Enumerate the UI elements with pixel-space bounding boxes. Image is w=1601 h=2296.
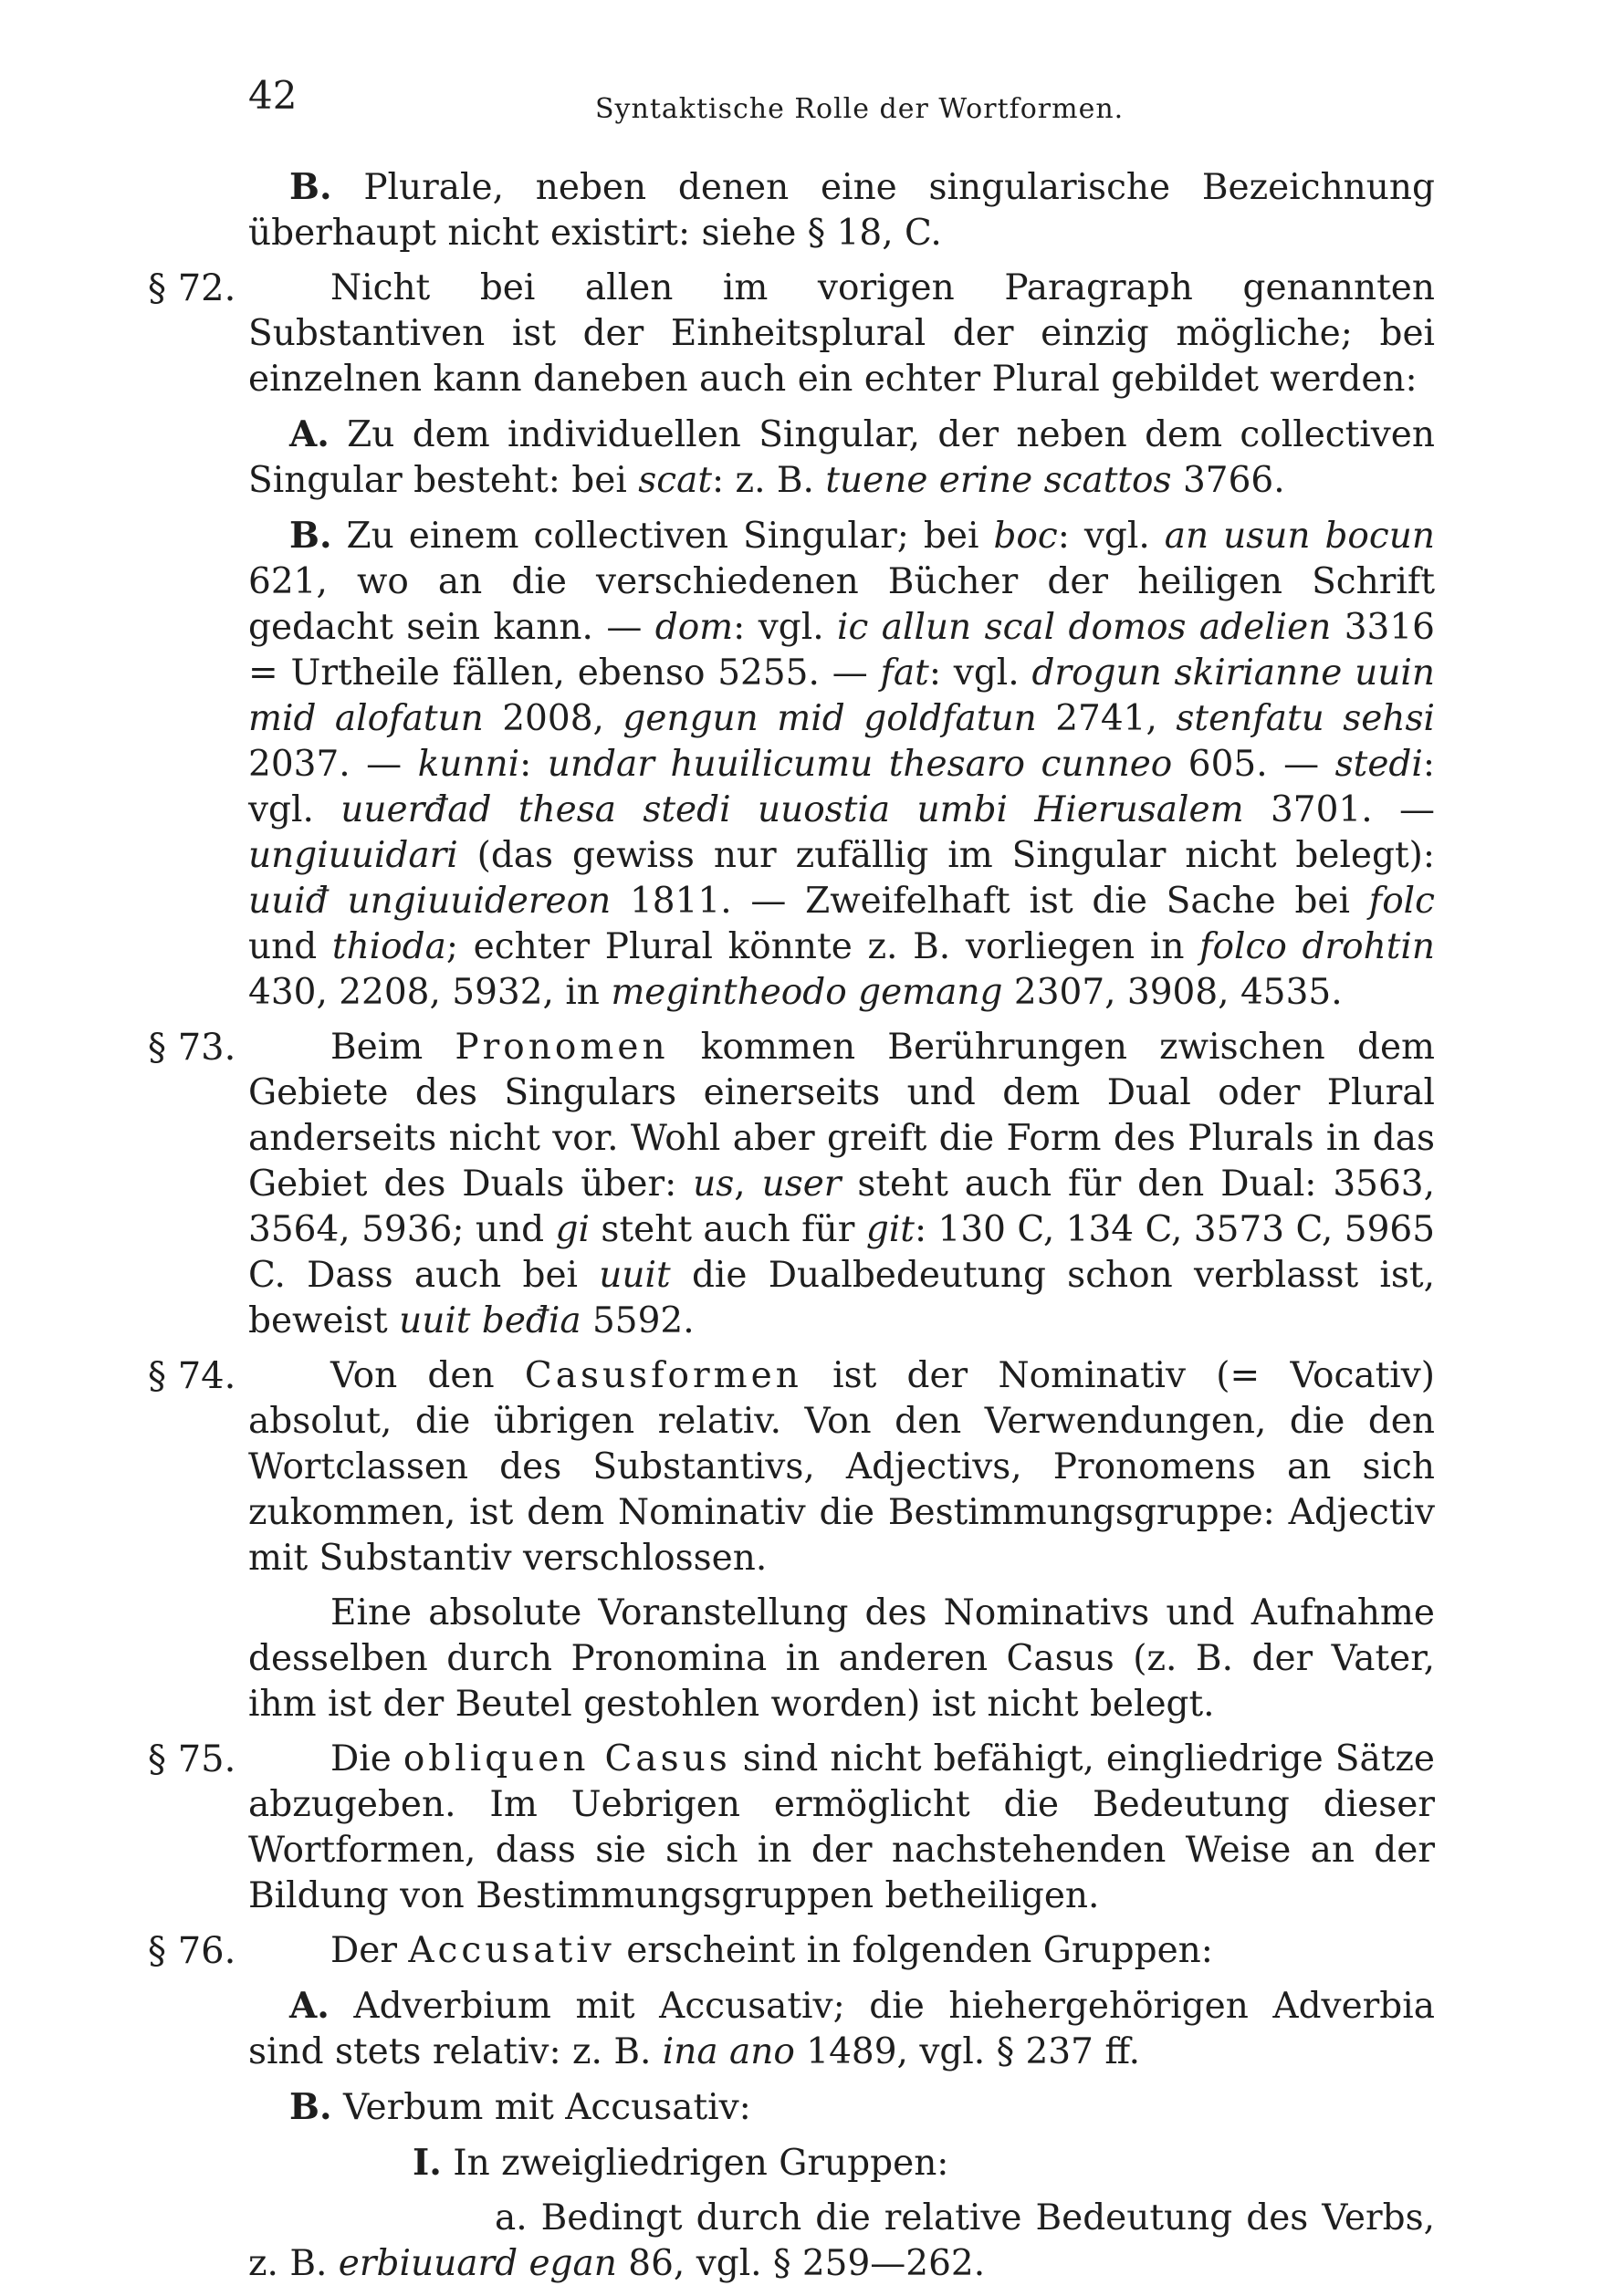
- paragraph-text: A. Zu dem individuellen Singular, der neben dem collectiven Singular besteht: bei scat: z. B. tuene erine scattos 3766.: [248, 413, 1435, 501]
- paragraph-block: [248, 513, 1435, 1016]
- paragraph-text: a. Bedingt durch die relative Bedeutung des Verbs, z. B. erbiuuard egan 86, vgl. § 259—262.: [248, 2197, 1435, 2284]
- section-number: § 76.: [148, 1930, 236, 1972]
- paragraph-text: Nicht bei allen im vorigen Paragraph genannten Substantiven ist der Einheitsplural der einzig mögliche; bei einzelnen kann daneben auch ein echter Plural gebildet werden:: [248, 267, 1435, 400]
- page-header: [248, 73, 1435, 137]
- paragraph-block: [148, 1353, 1436, 1581]
- paragraph-block: [148, 1025, 1436, 1344]
- paragraph-block: [248, 2084, 1435, 2131]
- section-number: § 75.: [148, 1738, 236, 1780]
- paragraph-block: [248, 2196, 1435, 2287]
- paragraph-text: B. Zu einem collectiven Singular; bei boc: vgl. an usun bocun 621, wo an die verschiedenen Bücher der heiligen Schrift gedacht sein kann. — dom: vgl. ic allun scal domos adelien 3316 = Urtheile fällen, ebenso 5255. — fat: vgl. drogun skirianne uuin mid alofatun 2008, gengun mid goldfatun 2741, stenfatu sehsi 2037. — kunni: undar huuilicumu thesaro cunneo 605. — stedi: vgl. uuerđad thesa stedi uuostia umbi Hierusalem 3701. — ungiuuidari (das gewiss nur zufällig im Singular nicht belegt): uuiđ ungiuuidereon 1811. — Zweifelhaft ist die Sache bei folc und thioda; echter Plural könnte z. B. vorliegen in folco drohtin 430, 2208, 5932, in megintheodo gemang 2307, 3908, 4535.: [248, 515, 1435, 1013]
- paragraph-text: A. Adverbium mit Accusativ; die hiehergehörigen Adverbia sind stets relativ: z. B. ina ano 1489, vgl. § 237 ff.: [248, 1985, 1435, 2072]
- paragraph-text: B. Plurale, neben denen eine singularische Bezeichnung überhaupt nicht existirt: siehe § 18, C.: [248, 166, 1435, 254]
- section-number: § 74.: [148, 1355, 236, 1397]
- paragraph-block: [248, 412, 1435, 504]
- paragraph-text: Die obliquen Casus sind nicht befähigt, eingliedrige Sätze abzugeben. Im Uebrigen ermöglicht die Bedeutung dieser Wortformen, dass sie sich in der nachstehenden Weise an der Bildung von Bestimmungsgruppen betheiligen.: [248, 1738, 1435, 1916]
- paragraph-text: Beim Pronomen kommen Berührungen zwischen dem Gebiete des Singulars einerseits und dem Dual oder Plural anderseits nicht vor. Wohl aber greift die Form des Plurals in das Gebiet des Duals über: us, user steht auch für den Dual: 3563, 3564, 5936; und gi steht auch für git: 130 C, 134 C, 3573 C, 5965 C. Dass auch bei uuit die Dualbedeutung schon verblasst ist, beweist uuit beđia 5592.: [248, 1027, 1436, 1341]
- running-title: Syntaktische Rolle der Wortformen.: [595, 93, 1125, 125]
- paragraph-block: [248, 1983, 1435, 2075]
- page-body: [148, 164, 1436, 2296]
- paragraph-text: Der Accusativ erscheint in folgenden Gruppen:: [330, 1930, 1213, 1971]
- paragraph-text: Eine absolute Voranstellung des Nominativs und Aufnahme desselben durch Pronomina in anderen Casus (z. B. der Vater, ihm ist der Beutel gestohlen worden) ist nicht belegt.: [248, 1592, 1435, 1725]
- paragraph-text: B. Verbum mit Accusativ:: [289, 2086, 751, 2128]
- paragraph-block: [148, 1737, 1435, 1919]
- paragraph-block: [248, 1591, 1435, 1727]
- section-number: § 72.: [148, 267, 236, 309]
- paragraph-text: Von den Casusformen ist der Nominativ (= Vocativ) absolut, die übrigen relativ. Von den Verwendungen, die den Wortclassen des Substantivs, Adjectivs, Pronomens an sich zukommen, ist dem Nominativ die Bestimmungsgruppe: Adjectiv mit Substantiv verschlossen.: [248, 1355, 1436, 1579]
- paragraph-block: [148, 1928, 1435, 1974]
- page-number: 42: [248, 73, 298, 118]
- section-number: § 73.: [148, 1027, 236, 1069]
- paragraph-block: [248, 2140, 1435, 2186]
- paragraph-block: [248, 164, 1435, 256]
- paragraph-block: [148, 266, 1435, 402]
- paragraph-text: I. In zweigliedrigen Gruppen:: [413, 2142, 949, 2184]
